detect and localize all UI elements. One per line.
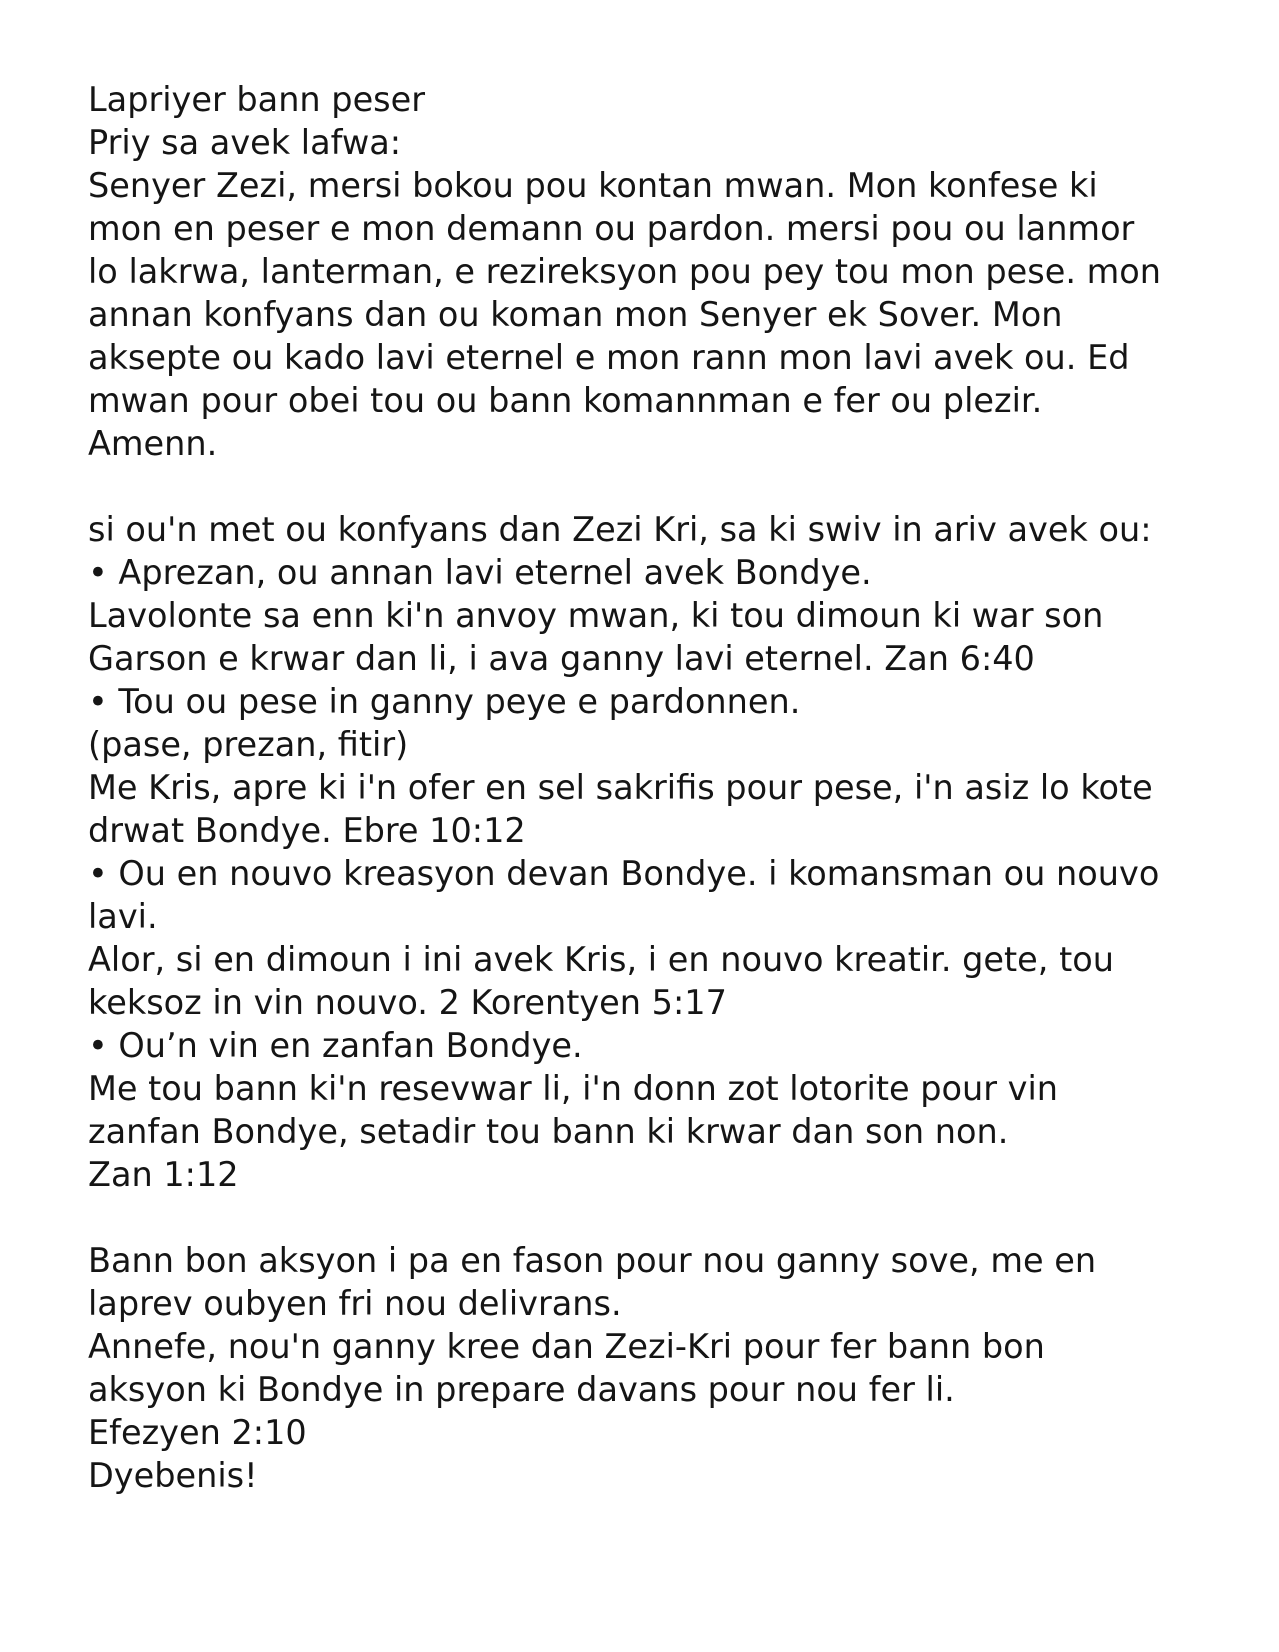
blank-line [88,465,1208,508]
text-line: Me tou bann ki'n resevwar li, i'n donn zot lotorite pour vin [88,1069,1058,1108]
text-line: Amenn. [88,424,218,463]
text-line: Annefe, nou'n ganny kree dan Zezi-Kri pour fer bann bon [88,1327,1045,1366]
blank-line [88,1196,1208,1239]
text-line: aksepte ou kado lavi eternel e mon rann mon lavi avek ou. Ed [88,338,1130,377]
text-line: Bann bon aksyon i pa en fason pour nou ganny sove, me en [88,1241,1097,1280]
text-line: zanfan Bondye, setadir tou bann ki krwar dan son non. [88,1112,1009,1151]
text-line: Dyebenis! [88,1456,258,1495]
text-line: mon en peser e mon demann ou pardon. mersi pou ou lanmor [88,209,1135,248]
text-line: drwat Bondye. Ebre 10:12 [88,811,526,850]
text-line: Lavolonte sa enn ki'n anvoy mwan, ki tou dimoun ki war son [88,596,1104,635]
text-line: lo lakrwa, lanterman, e rezireksyon pou pey tou mon pese. mon [88,252,1161,291]
text-line: Senyer Zezi, mersi bokou pou kontan mwan. Mon konfese ki [88,166,1098,205]
text-line: Efezyen 2:10 [88,1413,307,1452]
text-line: Lapriyer bann peser [88,80,426,119]
text-line: Garson e krwar dan li, i ava ganny lavi eternel. Zan 6:40 [88,639,1035,678]
text-line: aksyon ki Bondye in prepare davans pour nou fer li. [88,1370,955,1409]
text-line: • Ou’n vin en zanfan Bondye. [88,1026,583,1065]
text-line: lavi. [88,897,158,936]
text-line: laprev oubyen fri nou delivrans. [88,1284,622,1323]
text-line: si ou'n met ou konfyans dan Zezi Kri, sa ki swiv in ariv avek ou: [88,510,1152,549]
text-line: keksoz in vin nouvo. 2 Korentyen 5:17 [88,983,727,1022]
text-line: • Ou en nouvo kreasyon devan Bondye. i komansman ou nouvo [88,854,1160,893]
text-line: annan konfyans dan ou koman mon Senyer ek Sover. Mon [88,295,1063,334]
document-body [88,78,1208,1497]
text-line: Alor, si en dimoun i ini avek Kris, i en nouvo kreatir. gete, tou [88,940,1114,979]
text-line: • Aprezan, ou annan lavi eternel avek Bondye. [88,553,872,592]
text-line: mwan pour obei tou ou bann komannman e fer ou plezir. [88,381,1043,420]
text-line: Me Kris, apre ki i'n ofer en sel sakrifis pour pese, i'n asiz lo kote [88,768,1153,807]
text-line: (pase, prezan, fitir) [88,725,409,764]
text-line: Priy sa avek lafwa: [88,123,402,162]
text-line: • Tou ou pese in ganny peye e pardonnen. [88,682,801,721]
text-line: Zan 1:12 [88,1155,239,1194]
